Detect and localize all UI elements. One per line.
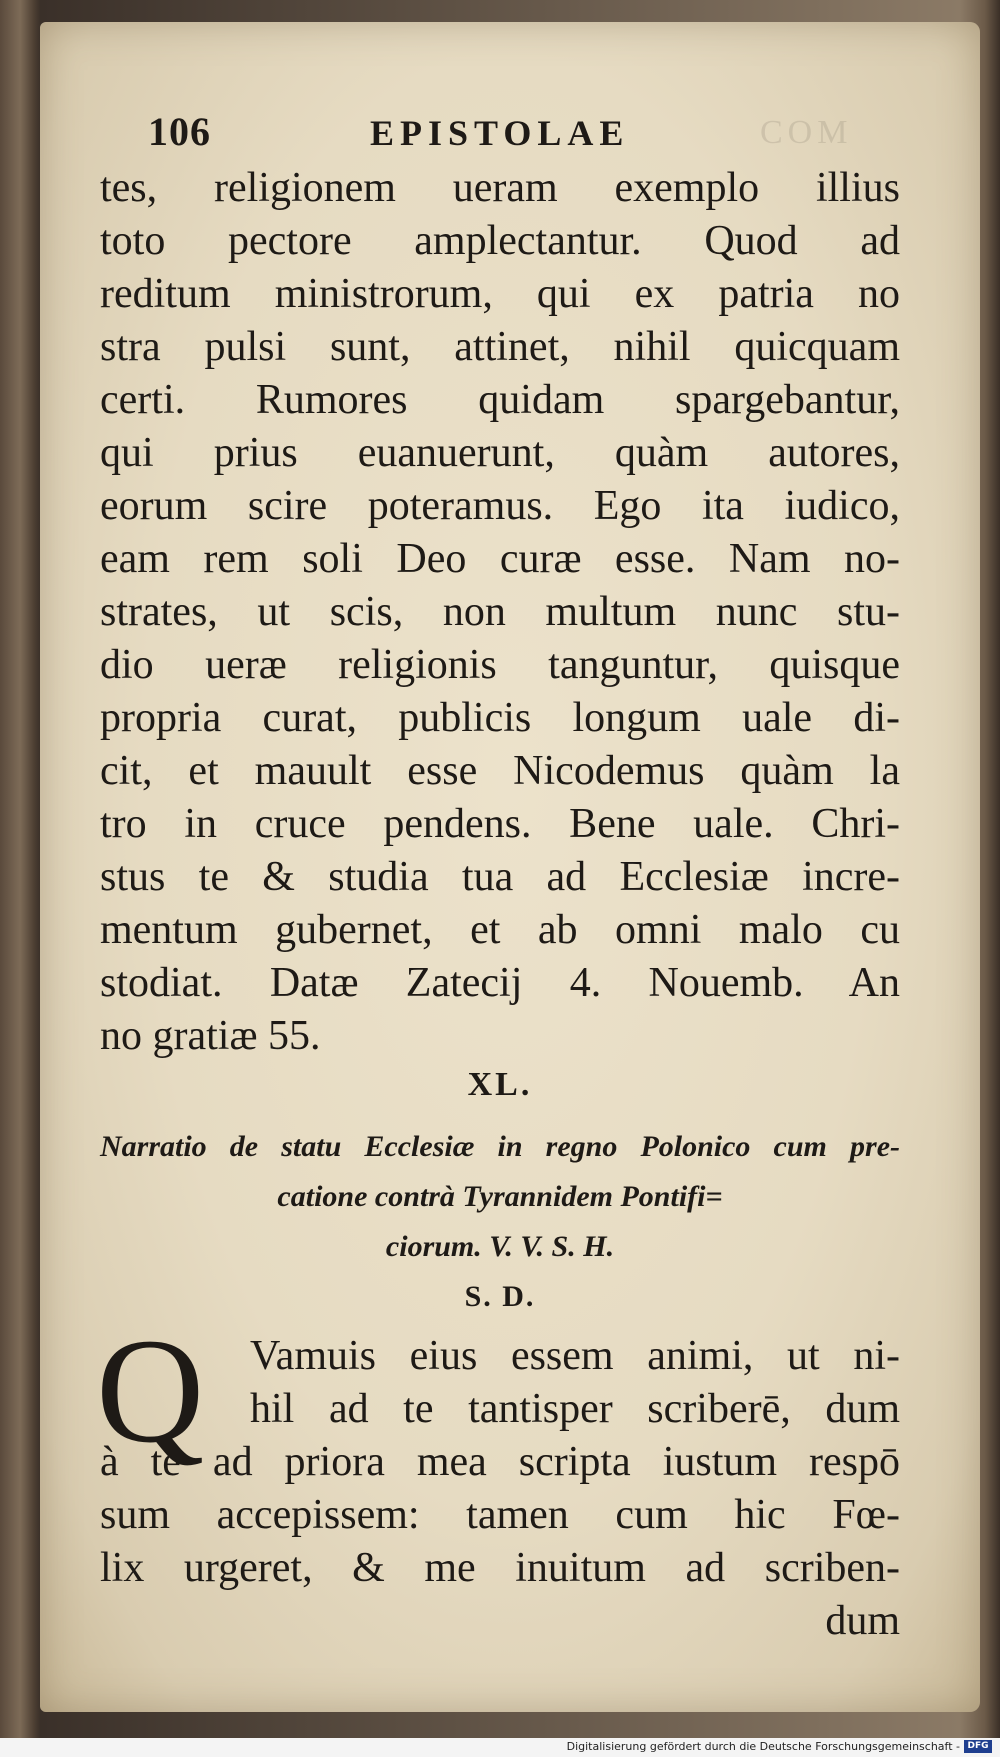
letter-number: XL.	[467, 1066, 533, 1103]
page-header	[0, 108, 1000, 158]
letter-text	[100, 1330, 900, 1648]
text-line: eam rem soli Deo curæ esse. Nam no-	[100, 536, 900, 582]
text-line: cit, et mauult esse Nicodemus quàm la	[100, 748, 900, 794]
text-line: eorum scire poteramus. Ego ita iudico,	[100, 483, 900, 529]
body-text	[100, 162, 900, 1063]
text-line: à te ad priora mea scripta iustum respō	[100, 1439, 900, 1485]
dfg-logo: DFG	[964, 1740, 992, 1753]
text-line: tro in cruce pendens. Bene uale. Chri-	[100, 801, 900, 847]
digitization-credit: Digitalisierung gefördert durch die Deutsche Forschungsgemeinschaft -	[566, 1740, 960, 1753]
text-line: certi. Rumores quidam spargebantur,	[100, 377, 900, 423]
letter-heading	[100, 1122, 900, 1272]
text-line: dio ueræ religionis tanguntur, quisque	[100, 642, 900, 688]
catchword: dum	[825, 1598, 900, 1644]
text-line: stodiat. Datæ Zatecij 4. Nouemb. An	[100, 960, 900, 1006]
text-line: stra pulsi sunt, attinet, nihil quicquam	[100, 324, 900, 370]
heading-line: Narratio de statu Ecclesiæ in regno Polonico cum pre-	[100, 1130, 900, 1163]
page-number: 106	[148, 109, 211, 154]
text-line: hil ad te tantisper scriberē, dum	[250, 1386, 900, 1432]
text-line: stus te & studia tua ad Ecclesiæ incre-	[100, 854, 900, 900]
drop-cap-initial: Q	[96, 1308, 205, 1474]
text-line: lix urgeret, & me inuitum ad scriben-	[100, 1545, 900, 1591]
text-line: sum accepissem: tamen cum hic Fœ-	[100, 1492, 900, 1538]
heading-line: catione contrà Tyrannidem Pontifi=	[277, 1180, 723, 1213]
text-line: strates, ut scis, non multum nunc stu-	[100, 589, 900, 635]
text-line: Vamuis eius essem animi, ut ni-	[250, 1333, 900, 1379]
text-line: qui prius euanuerunt, quàm autores,	[100, 430, 900, 476]
salutation: S. D.	[464, 1280, 536, 1313]
text-line: propria curat, publicis longum uale di-	[100, 695, 900, 741]
heading-line: ciorum. V. V. S. H.	[385, 1230, 615, 1263]
running-head: EPISTOLAE	[370, 113, 630, 153]
text-line: no gratiæ 55.	[100, 1013, 321, 1059]
text-line: tes, religionem ueram exemplo illius	[100, 165, 900, 211]
text-line: toto pectore amplectantur. Quod ad	[100, 218, 900, 264]
bleed-through-text: COM	[760, 114, 853, 151]
text-line: reditum ministrorum, qui ex patria no	[100, 271, 900, 317]
text-line: mentum gubernet, et ab omni malo cu	[100, 907, 900, 953]
